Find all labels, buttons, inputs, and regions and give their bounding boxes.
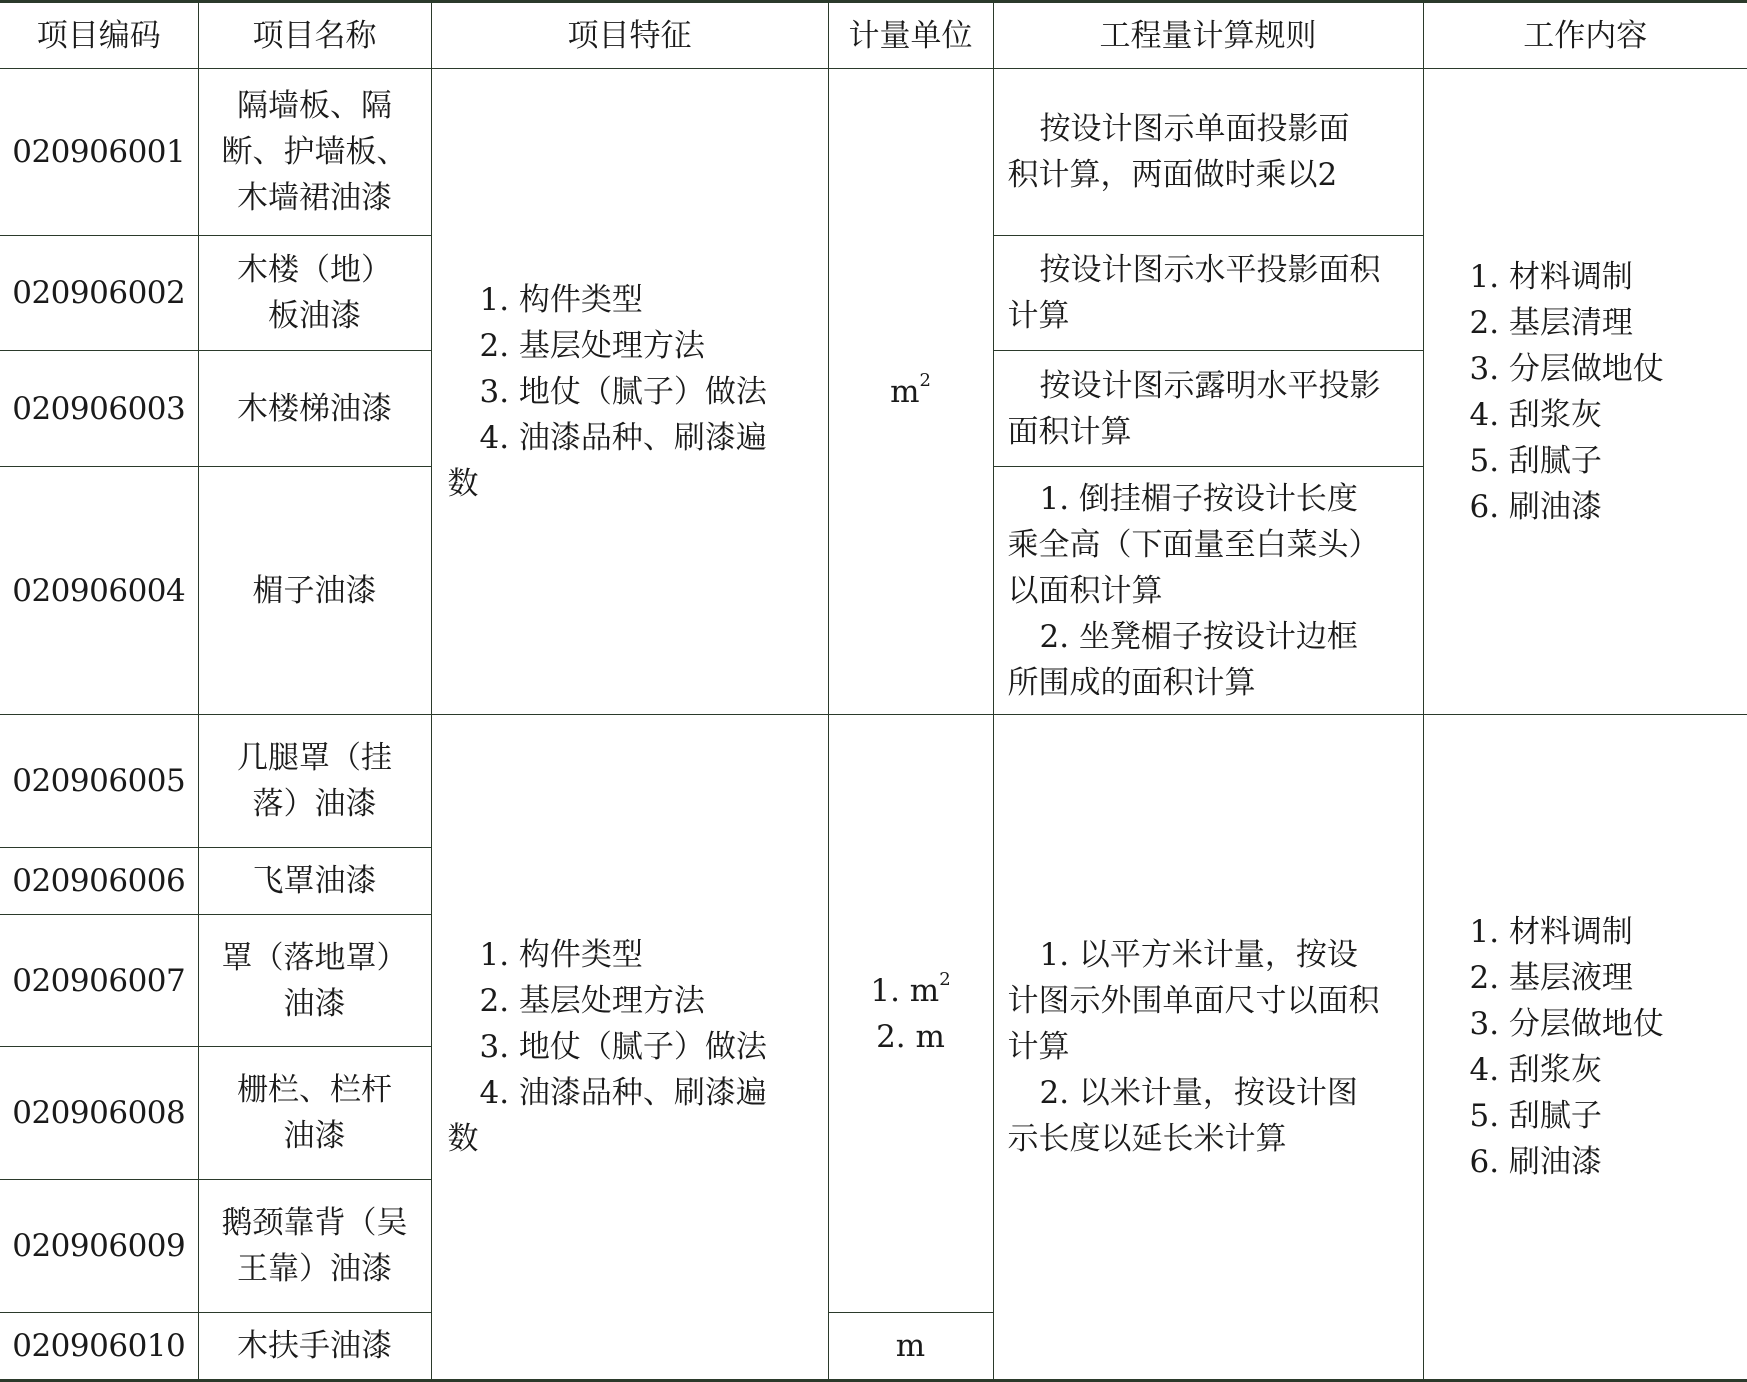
work-line: 4. 刮浆灰 [1469, 1052, 1602, 1088]
item-code: 020906007 [0, 915, 198, 1047]
feature-line: 3. 地仗（腻子）做法 [479, 373, 767, 410]
work-line: 6. 刷油漆 [1469, 488, 1602, 525]
item-unit [828, 69, 993, 715]
feature-line: 2. 基层处理方法 [479, 983, 705, 1019]
work-line: 2. 基层液理 [1469, 960, 1633, 996]
item-name [198, 915, 431, 1047]
rule-line: 2. 以米计量，按设计图 [1039, 1075, 1358, 1111]
item-code: 020906001 [0, 69, 198, 236]
item-code: 020906003 [0, 351, 198, 467]
rule-line: 1. 以平方米计量，按设 [1039, 937, 1358, 973]
item-name-line: 楣子油漆 [252, 572, 377, 609]
item-code: 020906005 [0, 715, 198, 848]
rule-line: 以面积计算 [1007, 572, 1163, 609]
unit-prefix: 1. [870, 972, 910, 1009]
item-name-line: 断、护墙板、 [221, 134, 408, 170]
rule-line: 示长度以延长米计算 [1007, 1121, 1287, 1157]
item-code: 020906004 [0, 467, 198, 715]
work-line: 4. 刮浆灰 [1469, 396, 1602, 433]
item-rule [993, 351, 1423, 467]
rule-line: 计算 [1007, 1029, 1070, 1065]
item-name-line: 木扶手油漆 [237, 1328, 392, 1364]
work-line: 1. 材料调制 [1469, 258, 1633, 295]
header-rule: 工程量计算规则 [993, 2, 1423, 69]
item-name-line: 栅栏、栏杆 [237, 1072, 392, 1108]
feature-line: 4. 油漆品种、刷漆遍 [479, 1075, 767, 1111]
item-name [198, 1047, 431, 1180]
item-features [431, 69, 828, 715]
rule-line: 计图示外围单面尺寸以面积 [1007, 983, 1380, 1019]
item-name-line: 油漆 [283, 985, 346, 1022]
rule-line: 计算 [1007, 298, 1070, 334]
item-code: 020906002 [0, 236, 198, 351]
rule-line: 按设计图示水平投影面积 [1039, 252, 1381, 288]
item-work [1423, 69, 1747, 715]
item-name-line: 木楼（地） [237, 252, 392, 288]
item-name-line: 几腿罩（挂 [237, 740, 392, 776]
rule-line: 积计算，两面做时乘以2 [1007, 157, 1338, 193]
item-name-line: 木墙裙油漆 [237, 180, 392, 216]
feature-line: 1. 构件类型 [479, 281, 643, 318]
item-rule [993, 715, 1423, 1381]
item-name-line: 王靠）油漆 [237, 1251, 392, 1287]
rule-line: 面积计算 [1007, 413, 1132, 450]
header-features: 项目特征 [431, 2, 828, 69]
item-rule [993, 236, 1423, 351]
item-name-line: 飞罩油漆 [252, 863, 377, 899]
table-header-row [0, 2, 1747, 69]
work-line: 6. 刷油漆 [1469, 1144, 1602, 1180]
item-code: 020906009 [0, 1180, 198, 1313]
rule-line: 1. 倒挂楣子按设计长度 [1039, 480, 1358, 517]
work-line: 2. 基层清理 [1469, 304, 1633, 341]
item-name [198, 236, 431, 351]
work-line: 5. 刮腻子 [1469, 442, 1602, 479]
item-unit: m [828, 1313, 993, 1381]
table-row [0, 715, 1747, 848]
feature-line: 数 [447, 1121, 479, 1157]
item-name [198, 69, 431, 236]
work-line: 5. 刮腻子 [1469, 1098, 1602, 1134]
feature-line: 数 [447, 465, 479, 502]
feature-line: 1. 构件类型 [479, 937, 643, 973]
rule-line: 乘全高（下面量至白菜头） [1007, 526, 1380, 563]
rule-line: 按设计图示露明水平投影 [1039, 367, 1381, 404]
header-unit: 计量单位 [828, 2, 993, 69]
item-name-line: 隔墙板、隔 [237, 88, 392, 124]
rule-line: 2. 坐凳楣子按设计边框 [1039, 618, 1358, 655]
rule-line: 按设计图示单面投影面 [1039, 111, 1350, 147]
header-work: 工作内容 [1423, 2, 1747, 69]
item-name-line: 木楼梯油漆 [237, 390, 392, 427]
table-row [0, 69, 1747, 236]
rule-line: 所围成的面积计算 [1007, 664, 1256, 701]
item-features [431, 715, 828, 1381]
item-name-line: 油漆 [283, 1118, 346, 1154]
item-name [198, 848, 431, 915]
item-code: 020906010 [0, 1313, 198, 1381]
item-name-line: 板油漆 [268, 298, 361, 334]
item-code: 020906006 [0, 848, 198, 915]
feature-line: 2. 基层处理方法 [479, 327, 705, 364]
item-name-line: 落）油漆 [252, 786, 377, 822]
header-name: 项目名称 [198, 2, 431, 69]
unit-sup: 2 [939, 969, 951, 991]
unit-line: 2. m [876, 1018, 945, 1055]
item-code: 020906008 [0, 1047, 198, 1180]
item-name-line: 罩（落地罩） [221, 939, 408, 976]
header-code: 项目编码 [0, 2, 198, 69]
unit-line [829, 968, 993, 1014]
item-name [198, 715, 431, 848]
work-line: 3. 分层做地仗 [1469, 350, 1664, 387]
work-line: 3. 分层做地仗 [1469, 1006, 1664, 1042]
work-line: 1. 材料调制 [1469, 914, 1633, 950]
item-rule [993, 69, 1423, 236]
item-name [198, 351, 431, 467]
item-name [198, 467, 431, 715]
unit-base: m [909, 972, 940, 1009]
feature-line: 4. 油漆品种、刷漆遍 [479, 419, 767, 456]
item-rule [993, 467, 1423, 715]
item-name [198, 1180, 431, 1313]
item-name-line: 鹅颈靠背（吴 [221, 1205, 408, 1241]
item-work [1423, 715, 1747, 1381]
feature-line: 3. 地仗（腻子）做法 [479, 1029, 767, 1065]
unit-sup: 2 [919, 370, 931, 392]
item-name [198, 1313, 431, 1381]
unit-base: m [890, 373, 920, 410]
item-unit [828, 715, 993, 1313]
